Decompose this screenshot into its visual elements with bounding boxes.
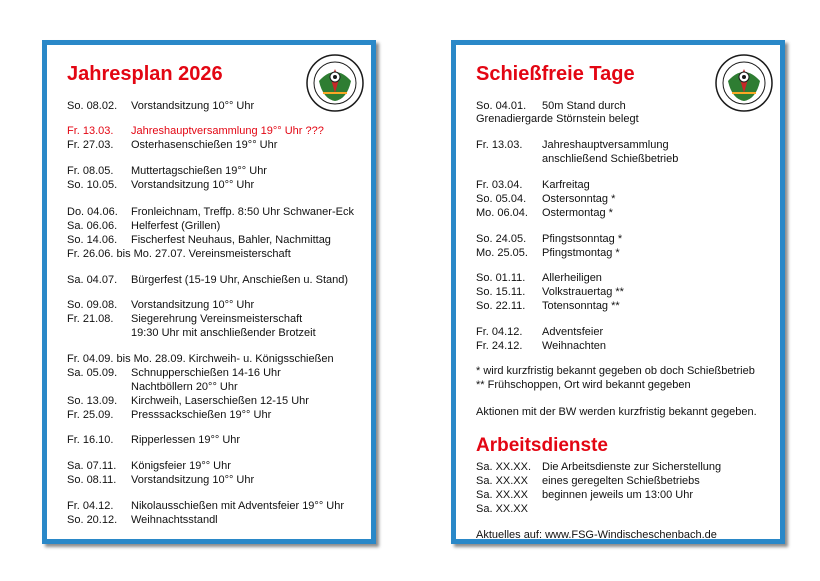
- schedule-entry-date: So. 10.05.: [67, 179, 118, 191]
- schedule-entry-text: Weihnachtsstandl: [131, 514, 218, 526]
- schedule-entry-text: 19:30 Uhr mit anschließender Brotzeit: [131, 327, 316, 339]
- work-duty-entry-date: Sa. XX.XX: [476, 503, 528, 515]
- schedule-entry-text: Jahreshauptversammlung 19°° Uhr ???: [131, 125, 324, 137]
- note-double-asterisk: ** Frühschoppen, Ort wird bekannt gegeben: [476, 379, 691, 391]
- schedule-entry-text: Osterhasenschießen 19°° Uhr: [131, 139, 278, 151]
- schedule-entry-date: Fr. 08.05.: [67, 165, 114, 177]
- closed-day-entry-text: Weihnachten: [542, 340, 607, 352]
- schedule-entry-date: Do. 04.06.: [67, 206, 118, 218]
- schedule-entry-text: Siegerehrung Vereinsmeisterschaft: [131, 313, 303, 325]
- closed-day-entry-date: Fr. 03.04.: [476, 179, 523, 191]
- club-crest-icon: [714, 53, 774, 113]
- schedule-entry-date: So. 08.11.: [67, 474, 117, 486]
- note-bw-actions: Aktionen mit der BW werden kurzfristig bekannt gegeben.: [476, 406, 757, 418]
- schedule-entry-text: Königsfeier 19°° Uhr: [131, 460, 231, 472]
- schedule-entry-date: So. 13.09.: [67, 395, 118, 407]
- schedule-entry-date: Sa. 04.07.: [67, 274, 118, 286]
- schedule-entry-date: Sa. 05.09.: [67, 367, 118, 379]
- schedule-entry-text: Fischerfest Neuhaus, Bahler, Nachmittag: [131, 234, 331, 246]
- closed-day-entry-text: Totensonntag **: [542, 300, 620, 312]
- closed-day-entry-date: So. 24.05.: [476, 233, 527, 245]
- schedule-entry-date: Fr. 27.03.: [67, 139, 114, 151]
- closed-day-entry-date: Mo. 25.05.: [476, 247, 528, 259]
- closed-day-entry-text: Pfingstsonntag *: [542, 233, 623, 245]
- work-duty-entry-date: Sa. XX.XX: [476, 475, 528, 487]
- work-duty-entry-text: beginnen jeweils um 13:00 Uhr: [542, 489, 694, 501]
- closed-day-entry-text: Ostersonntag *: [542, 193, 616, 205]
- closed-day-entry-date: Fr. 04.12.: [476, 326, 523, 338]
- closed-day-entry-text: Ostermontag *: [542, 207, 613, 219]
- closed-day-entry-date: Grenadiergarde Störnstein belegt: [476, 113, 639, 125]
- schedule-entry-date: Fr. 16.10.: [67, 434, 114, 446]
- closed-day-entry-text: Adventsfeier: [542, 326, 604, 338]
- annual-plan-card: [42, 40, 376, 544]
- closed-day-entry-text: anschließend Schießbetrieb: [542, 153, 679, 165]
- schedule-entry-date: Fr. 26.06. bis Mo. 27.07. Vereinsmeisterschaft: [67, 248, 291, 260]
- schedule-entry-date: Fr. 04.12.: [67, 500, 114, 512]
- closed-day-entry-date: So. 01.11.: [476, 272, 526, 284]
- schedule-entry-text: Bürgerfest (15-19 Uhr, Anschießen u. Stand): [131, 274, 349, 286]
- schedule-entry-text: Nikolausschießen mit Adventsfeier 19°° Uhr: [131, 500, 345, 512]
- closed-day-entry-date: Fr. 13.03.: [476, 139, 523, 151]
- work-duty-entry-text: Die Arbeitsdienste zur Sicherstellung: [542, 461, 722, 473]
- schedule-entry-text: Vorstandsitzung 10°° Uhr: [131, 474, 255, 486]
- closed-day-entry-text: Jahreshauptversammlung: [542, 139, 669, 151]
- note-asterisk: * wird kurzfristig bekannt gegeben ob doch Schießbetrieb: [476, 365, 755, 377]
- closed-day-entry-text: Allerheiligen: [542, 272, 602, 284]
- schedule-entry-date: So. 08.02.: [67, 100, 118, 112]
- work-duty-entry-text: eines geregelten Schießbetriebs: [542, 475, 700, 487]
- schedule-entry-text: Muttertagschießen 19°° Uhr: [131, 165, 267, 177]
- website-footer: Aktuelles auf: www.FSG-Windischeschenbach.de: [476, 529, 717, 541]
- schedule-entry-text: Schnupperschießen 14-16 Uhr: [131, 367, 281, 379]
- closed-day-entry-date: Fr. 24.12.: [476, 340, 523, 352]
- schedule-entry-date: Sa. 07.11.: [67, 460, 117, 472]
- schedule-entry-text: Ripperlessen 19°° Uhr: [131, 434, 241, 446]
- closed-day-entry-date: So. 22.11.: [476, 300, 526, 312]
- closed-day-entry-text: Pfingstmontag *: [542, 247, 620, 259]
- closed-day-entry-text: Karfreitag: [542, 179, 590, 191]
- schedule-entry-text: Vorstandsitzung 10°° Uhr: [131, 179, 255, 191]
- schedule-entry-date: Fr. 25.09.: [67, 409, 114, 421]
- no-shooting-days-title: Schießfreie Tage: [476, 63, 635, 85]
- closed-day-entry-text: Volkstrauertag **: [542, 286, 624, 298]
- schedule-entry-date: Fr. 21.08.: [67, 313, 114, 325]
- club-crest-icon: [305, 53, 365, 113]
- schedule-entry-text: Presssackschießen 19°° Uhr: [131, 409, 272, 421]
- closed-day-entry-date: So. 05.04.: [476, 193, 527, 205]
- closed-day-entry-text: 50m Stand durch: [542, 100, 626, 112]
- schedule-entry-text: Nachtböllern 20°° Uhr: [131, 381, 238, 393]
- work-duty-entry-date: Sa. XX.XX: [476, 489, 528, 501]
- schedule-entry-text: Helferfest (Grillen): [131, 220, 221, 232]
- closed-day-entry-date: So. 04.01.: [476, 100, 527, 112]
- work-duties-title: Arbeitsdienste: [476, 435, 608, 456]
- closed-day-entry-date: So. 15.11.: [476, 286, 526, 298]
- schedule-entry-text: Kirchweih, Laserschießen 12-15 Uhr: [131, 395, 309, 407]
- annual-plan-title: Jahresplan 2026: [67, 63, 223, 85]
- schedule-entry-date: So. 09.08.: [67, 299, 118, 311]
- schedule-entry-date: Fr. 04.09. bis Mo. 28.09. Kirchweih- u. Königsschießen: [67, 353, 334, 365]
- schedule-entry-date: So. 14.06.: [67, 234, 118, 246]
- schedule-entry-text: Vorstandsitzung 10°° Uhr: [131, 299, 255, 311]
- schedule-entry-text: Fronleichnam, Treffp. 8:50 Uhr Schwaner-Eck: [131, 206, 354, 218]
- schedule-entry-date: Sa. 06.06.: [67, 220, 118, 232]
- work-duty-entry-date: Sa. XX.XX.: [476, 461, 532, 473]
- schedule-entry-text: Vorstandsitzung 10°° Uhr: [131, 100, 255, 112]
- schedule-entry-date: So. 20.12.: [67, 514, 118, 526]
- schedule-entry-date: Fr. 13.03.: [67, 125, 114, 137]
- closed-day-entry-date: Mo. 06.04.: [476, 207, 528, 219]
- no-shooting-days-card: [451, 40, 785, 544]
